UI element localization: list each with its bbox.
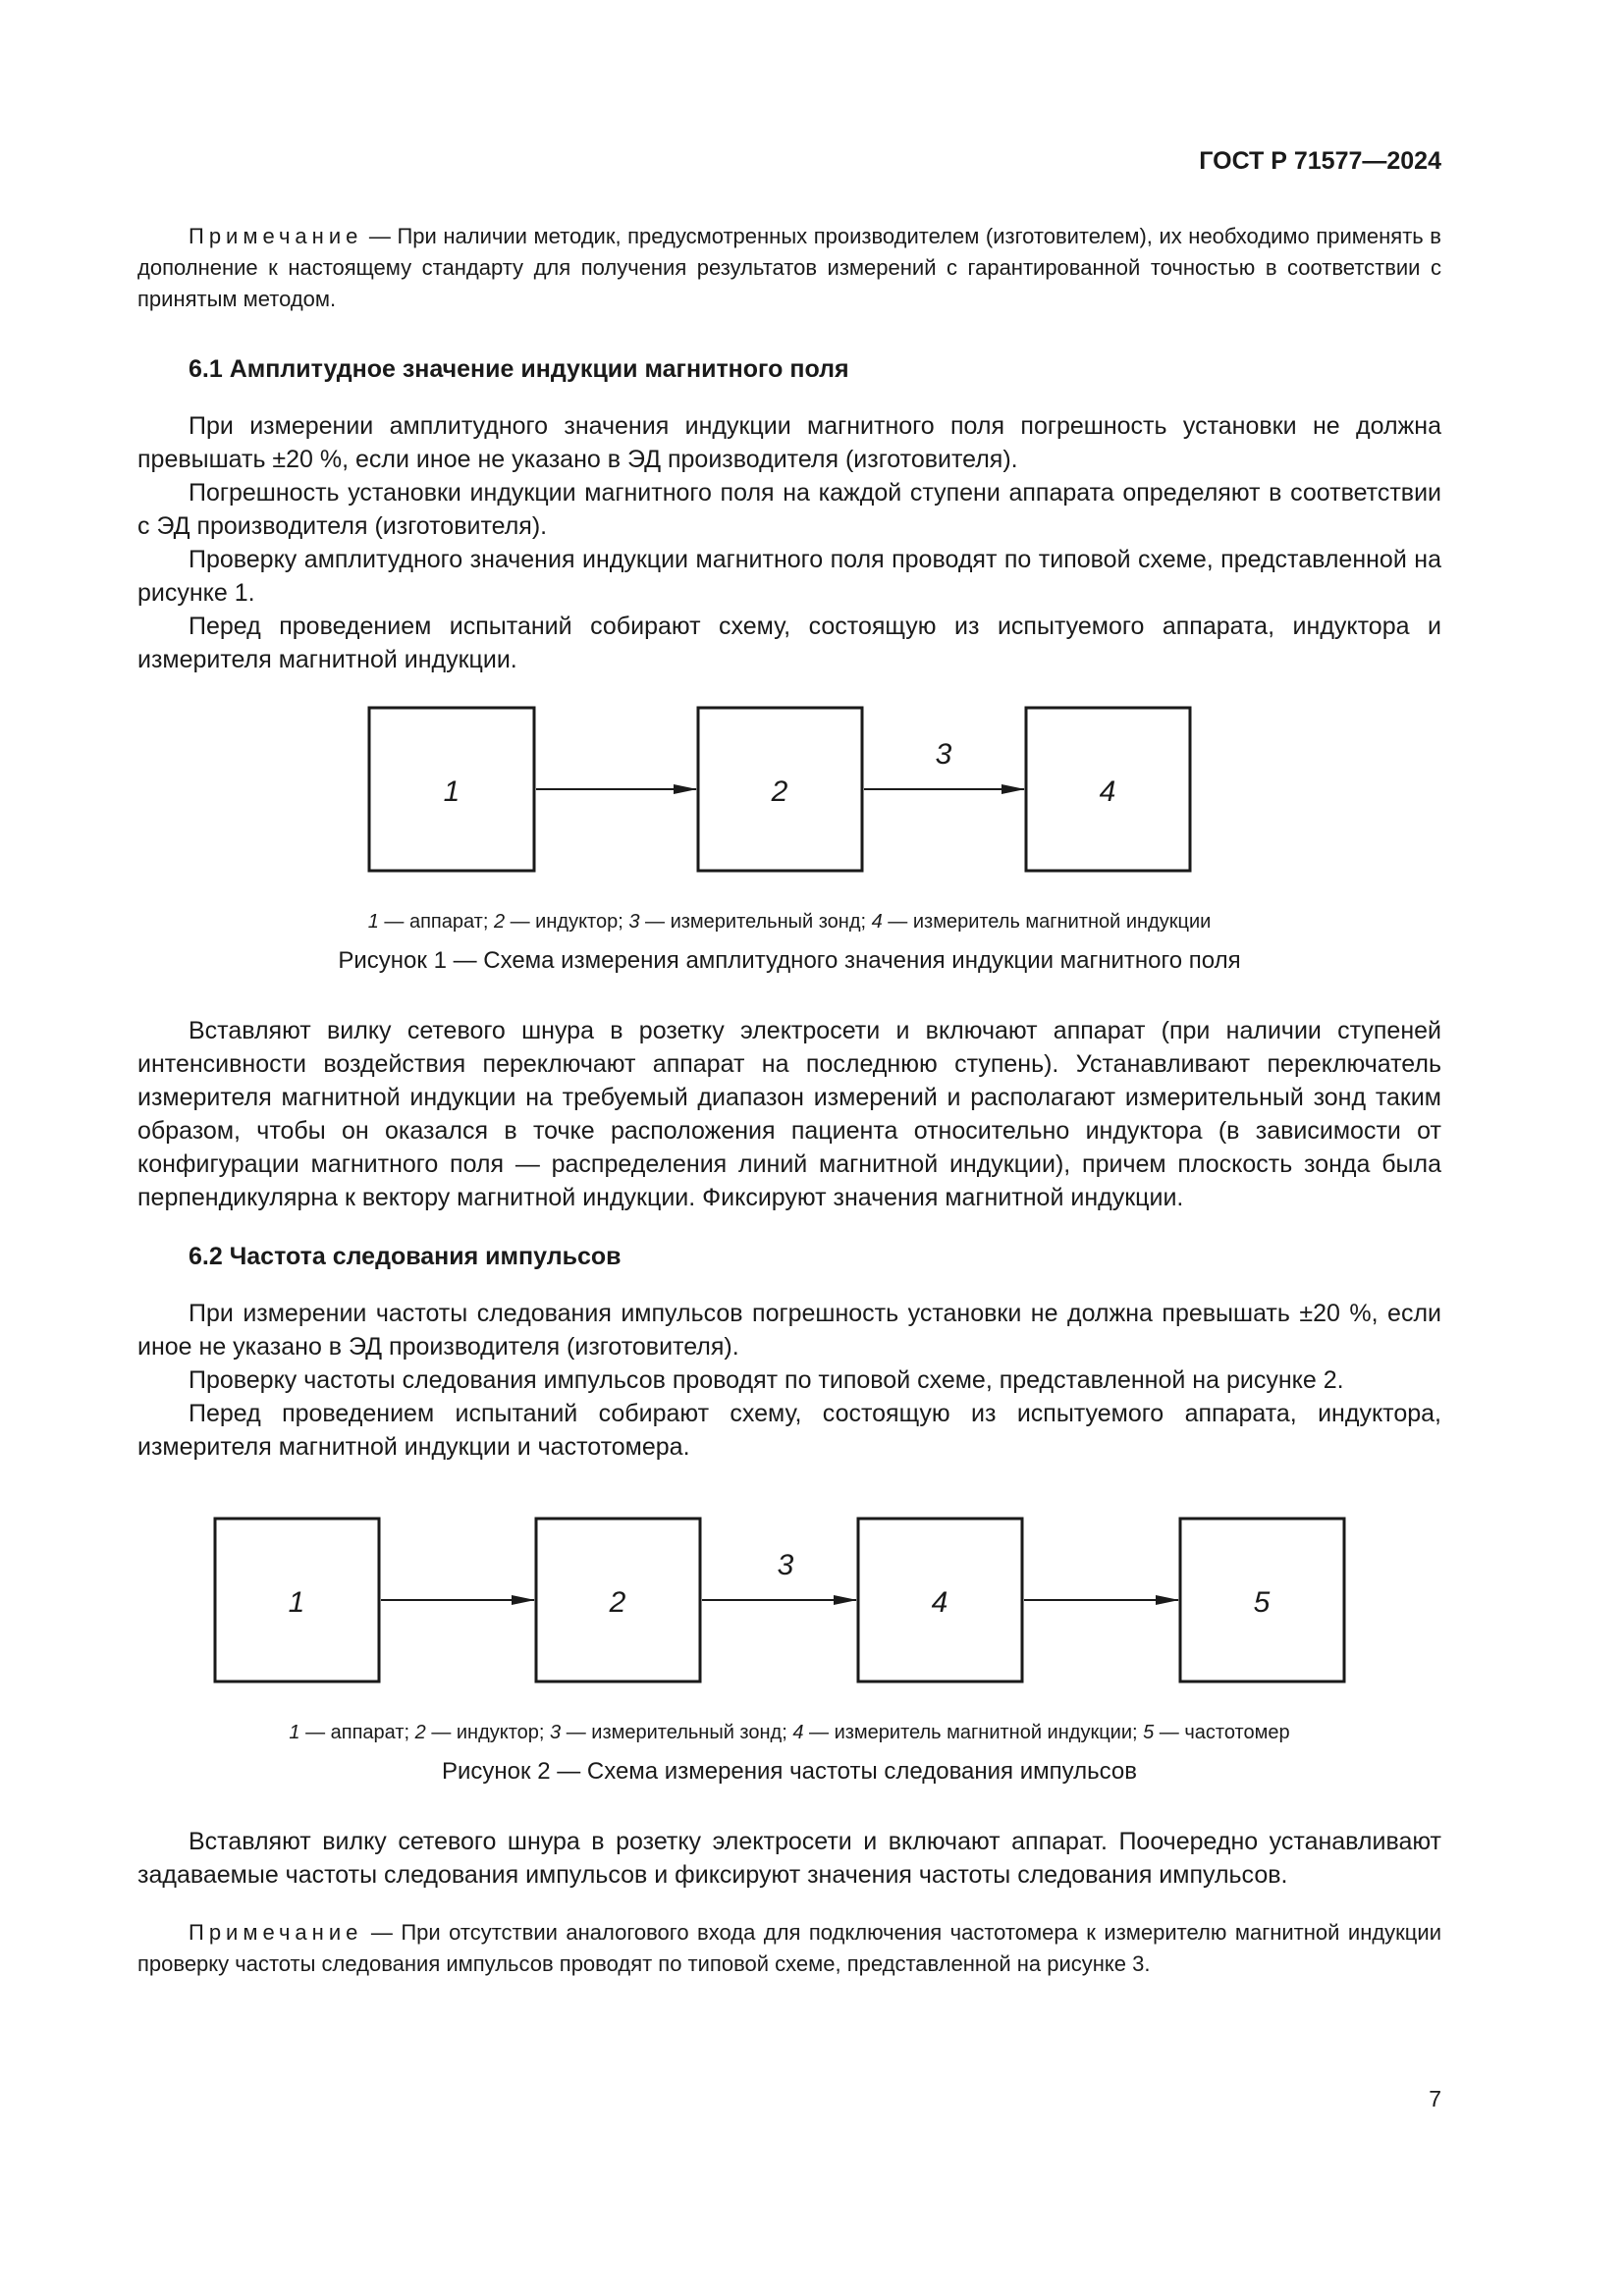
figure-1-legend-num-1: 1: [367, 911, 379, 933]
section-6-1-paragraph-2: Погрешность установки индукции магнитного поля на каждой ступени аппарата определяют в соответствии с ЭД производителя (изготовителя).: [137, 479, 1441, 540]
section-6-2-paragraph-1: При измерении частоты следования импульсов погрешность установки не должна превышать ±20 %, если иное не указано в ЭД производителя (изготовителя).: [137, 1300, 1441, 1361]
figure-1-block-meter: [1026, 708, 1190, 871]
figure-2-block-2-label: 2: [609, 1586, 626, 1619]
figure-2-block-4-label: 4: [931, 1586, 948, 1619]
figure-2-block-frequency-meter: [1180, 1519, 1344, 1682]
page-content: [137, 221, 1441, 1980]
figure-1-diagram: [137, 706, 1441, 873]
figure-2-legend: [137, 1719, 1441, 1746]
figure-1-block-2-label: 2: [771, 775, 788, 808]
figure-2-legend-text-4: — измеритель магнитной индукции;: [803, 1722, 1144, 1743]
page-number: 7: [1429, 2086, 1441, 2111]
figure-1-probe-label: 3: [935, 738, 952, 771]
figure-1-block-inductor: [698, 708, 862, 871]
figure-1-block-4-label: 4: [1099, 775, 1116, 808]
note-1-lead: Примечание: [189, 224, 363, 248]
figure-2-legend-num-5: 5: [1143, 1722, 1155, 1743]
paragraph-after-figure-2: Вставляют вилку сетевого шнура в розетку электросети и включают аппарат. Поочередно устанавливают задаваемые частоты следования импульсов и фиксируют значения частоты следования импульсов.: [137, 1828, 1441, 1889]
figure-1-legend-text-1: — аппарат;: [378, 911, 494, 933]
figure-2-probe-label: 3: [777, 1549, 794, 1581]
figure-2-block-5-label: 5: [1253, 1586, 1271, 1619]
note-2: [137, 1917, 1441, 1980]
section-6-1-paragraph-3: Проверку амплитудного значения индукции магнитного поля проводят по типовой схеме, представленной на рисунке 1.: [137, 546, 1441, 607]
section-6-2-paragraph-3: Перед проведением испытаний собирают схему, состоящую из испытуемого аппарата, индуктора, измерителя магнитной индукции и частотомера.: [137, 1400, 1441, 1461]
section-6-1-heading: 6.1 Амплитудное значение индукции магнитного поля: [189, 355, 849, 383]
figure-2-legend-text-1: — аппарат;: [299, 1722, 415, 1743]
section-6-2-heading: 6.2 Частота следования импульсов: [189, 1243, 622, 1270]
figure-2-block-meter: [858, 1519, 1022, 1682]
figure-1-legend-text-4: — измеритель магнитной индукции: [882, 911, 1212, 933]
document-id-header: ГОСТ Р 71577—2024: [1199, 147, 1441, 175]
figure-1-legend-text-3: — измерительный зонд;: [639, 911, 872, 933]
paragraph-after-figure-1: Вставляют вилку сетевого шнура в розетку электросети и включают аппарат (при наличии ступеней интенсивности воздействия переключают аппарат на последнюю ступень). Устанавливают переключатель измерителя магнитной индукции на требуемый диапазон измерений и располагают измерительный зонд таким образом, чтобы он оказался в точке расположения пациента относительно индуктора (в зависимости от конфигурации магнитного поля — распределения линий магнитной индукции), причем плоскость зонда была перпендикулярна к вектору магнитной индукции. Фиксируют значения магнитной индукции.: [137, 1017, 1441, 1211]
note-1: [137, 221, 1441, 315]
figure-2-legend-text-3: — измерительный зонд;: [561, 1722, 793, 1743]
figure-2-block-1-label: 1: [288, 1586, 305, 1619]
note-1-text: — При наличии методик, предусмотренных производителем (изготовителем), их необходимо применять в дополнение к настоящему стандарту для получения результатов измерений с гарантированной точностью в соответствии с принятым методом.: [137, 224, 1441, 311]
note-2-text: — При отсутствии аналогового входа для подключения частотомера к измерителю магнитной индукции проверку частоты следования импульсов проводят по типовой схеме, представленной на рисунке 3.: [137, 1920, 1441, 1976]
figure-1-legend-num-2: 2: [493, 911, 506, 933]
figure-2-block-inductor: [536, 1519, 700, 1682]
figure-1-legend-text-2: — индуктор;: [505, 911, 629, 933]
section-6-1-paragraph-1: При измерении амплитудного значения индукции магнитного поля погрешность установки не должна превышать ±20 %, если иное не указано в ЭД производителя (изготовителя).: [137, 412, 1441, 473]
figure-2-legend-num-1: 1: [289, 1722, 300, 1743]
figure-2-legend-num-4: 4: [792, 1722, 804, 1743]
section-6-1-paragraph-4: Перед проведением испытаний собирают схему, состоящую из испытуемого аппарата, индуктора и измерителя магнитной индукции.: [137, 613, 1441, 673]
figure-2-block-apparatus: [215, 1519, 379, 1682]
figure-2-caption: Рисунок 2 — Схема измерения частоты следования импульсов: [442, 1758, 1137, 1785]
figure-1-block-apparatus: [369, 708, 534, 871]
figure-1-caption: Рисунок 1 — Схема измерения амплитудного значения индукции магнитного поля: [338, 947, 1241, 974]
figure-1-block-1-label: 1: [443, 775, 460, 808]
figure-2-legend-num-3: 3: [550, 1722, 562, 1743]
figure-2-legend-num-2: 2: [414, 1722, 426, 1743]
figure-1-legend: [137, 908, 1441, 935]
section-6-2-paragraph-2: Проверку частоты следования импульсов проводят по типовой схеме, представленной на рисунке 2.: [189, 1366, 1344, 1394]
figure-2-diagram: [137, 1517, 1441, 1683]
figure-2-legend-text-5: — частотомер: [1154, 1722, 1290, 1743]
figure-2-legend-text-2: — индуктор;: [425, 1722, 551, 1743]
note-2-lead: Примечание: [189, 1920, 363, 1945]
figure-1-legend-num-3: 3: [628, 911, 640, 933]
figure-1-legend-num-4: 4: [871, 911, 883, 933]
